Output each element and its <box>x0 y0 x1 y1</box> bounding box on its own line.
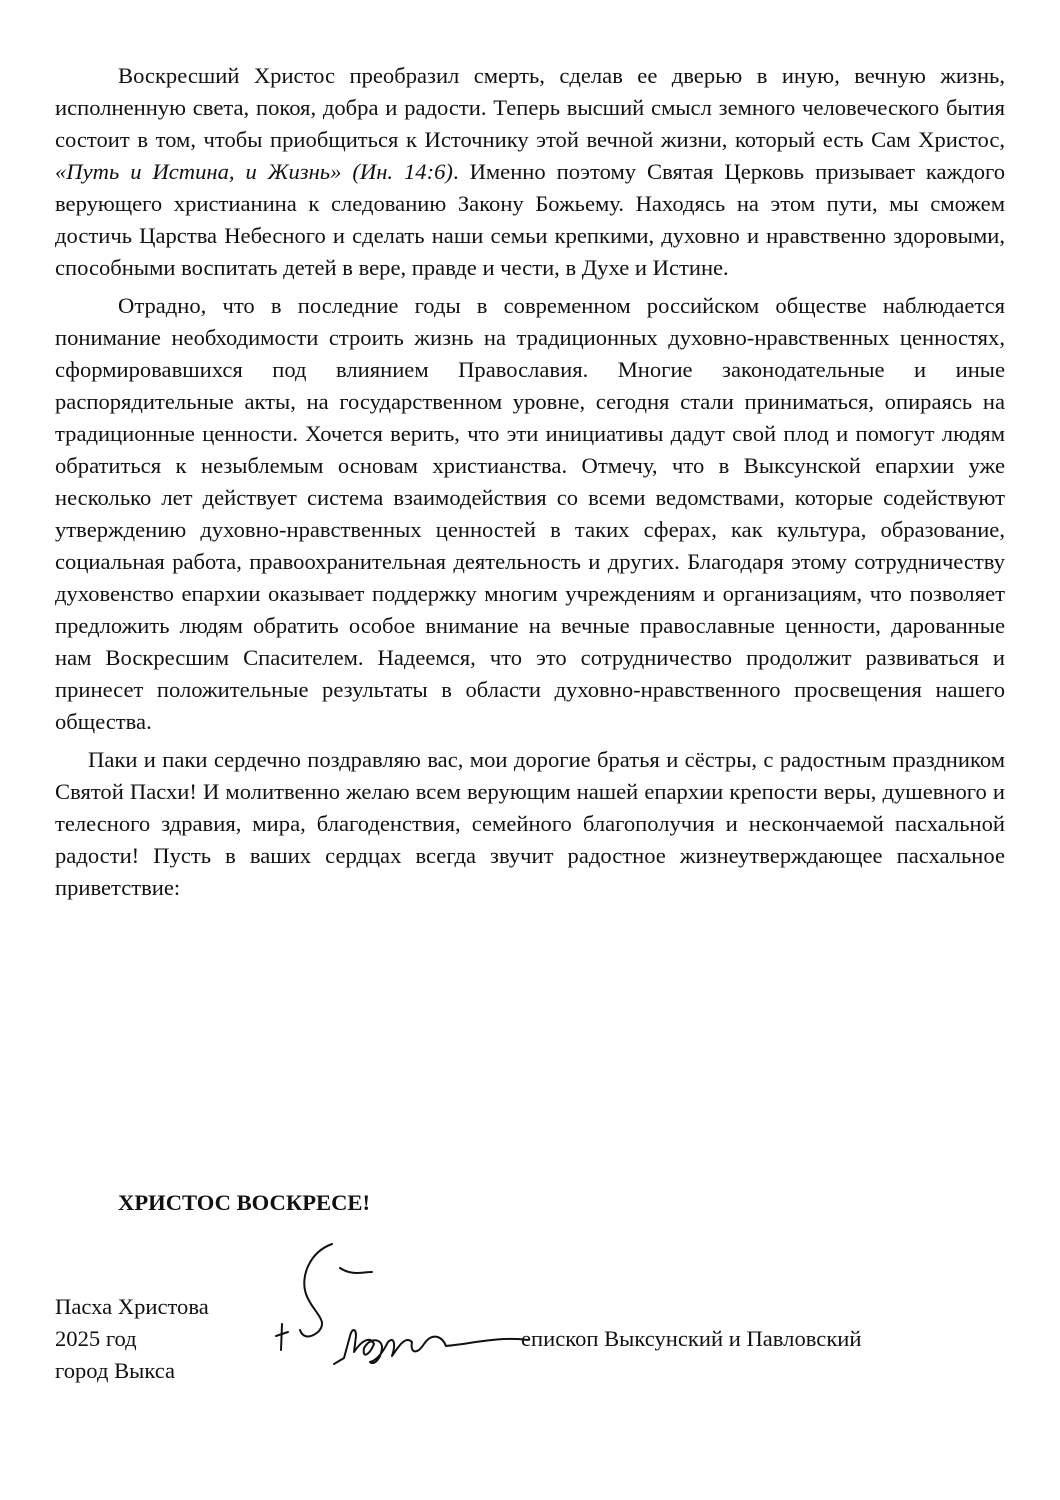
date-place-block <box>55 1291 209 1387</box>
paragraph-1 <box>55 60 1005 284</box>
cross-mark <box>276 1324 288 1350</box>
city: город Выкса <box>55 1358 176 1383</box>
paragraph-1-text-end: . Именно поэтому Святая Церковь призывает каждого верующего христианина к следованию Закону Божьему. Находясь на этом пути, мы сможем достичь Царства Небесного и сделать наши семьи крепкими, духовно и нравственно здоровыми, способными воспитать детей в вере, правде и чести, в Духе и Истине. <box>55 159 1005 280</box>
signature-body <box>334 1330 528 1364</box>
signature-top-flourish <box>340 1268 372 1273</box>
signatory-title: епископ Выксунский и Павловский <box>521 1326 862 1351</box>
signature-loop <box>300 1244 332 1336</box>
letter-body <box>55 60 1005 904</box>
occasion: Пасха Христова <box>55 1294 209 1319</box>
paragraph-2: Отрадно, что в последние годы в современном российском обществе наблюдается понимание необходимости строить жизнь на традиционных духовно-нравственных ценностях, сформировавшихся под влиянием Православия. Многие законодательные и иные распорядительные акты, на государственном уровне, сегодня стали приниматься, опираясь на традиционные ценности. Хочется верить, что эти инициативы дадут свой плод и помогут людям обратиться к незыблемым основам христианства. Отмечу, что в Выксунской епархии уже несколько лет действует система взаимодействия со всеми ведомствами, которые содействуют утверждению духовно-нравственных ценностей в таких сферах, как культура, образование, социальная работа, правоохранительная деятельность и других. Благодаря этому сотрудничеству духовенство епархии оказывает поддержку многим учреждениям и организациям, что позволяет предложить людям обратить особое внимание на вечные православные ценности, дарованные нам Воскресшим Спасителем. Надеемся, что это сотрудничество продолжит развиваться и принесет положительные результаты в области духовно-нравственного просвещения нашего общества. <box>55 293 1005 734</box>
scripture-quote: «Путь и Истина, и Жизнь» (Ин. 14:6) <box>55 159 453 184</box>
year: 2025 год <box>55 1326 137 1351</box>
paragraph-1-text: Воскресший Христос преобразил смерть, сделав ее дверью в иную, вечную жизнь, исполненную света, покоя, добра и радости. Теперь высший смысл земного человеческого бытия состоит в том, чтобы приобщиться к Источнику этой вечной жизни, который есть Сам Христос, <box>55 63 1005 152</box>
paragraph-3: Паки и паки сердечно поздравляю вас, мои дорогие братья и сёстры, с радостным праздником Святой Пасхи! И молитвенно желаю всем верующим нашей епархии крепости веры, душевного и телесного здравия, мира, благоденствия, семейного благополучия и нескончаемой пасхальной радости! Пусть в ваших сердцах всегда звучит радостное жизнеутверждающее пасхальное приветствие: <box>55 747 1005 900</box>
handwritten-signature <box>270 1232 550 1402</box>
easter-greeting: ХРИСТОС ВОСКРЕСЕ! <box>118 1190 370 1215</box>
